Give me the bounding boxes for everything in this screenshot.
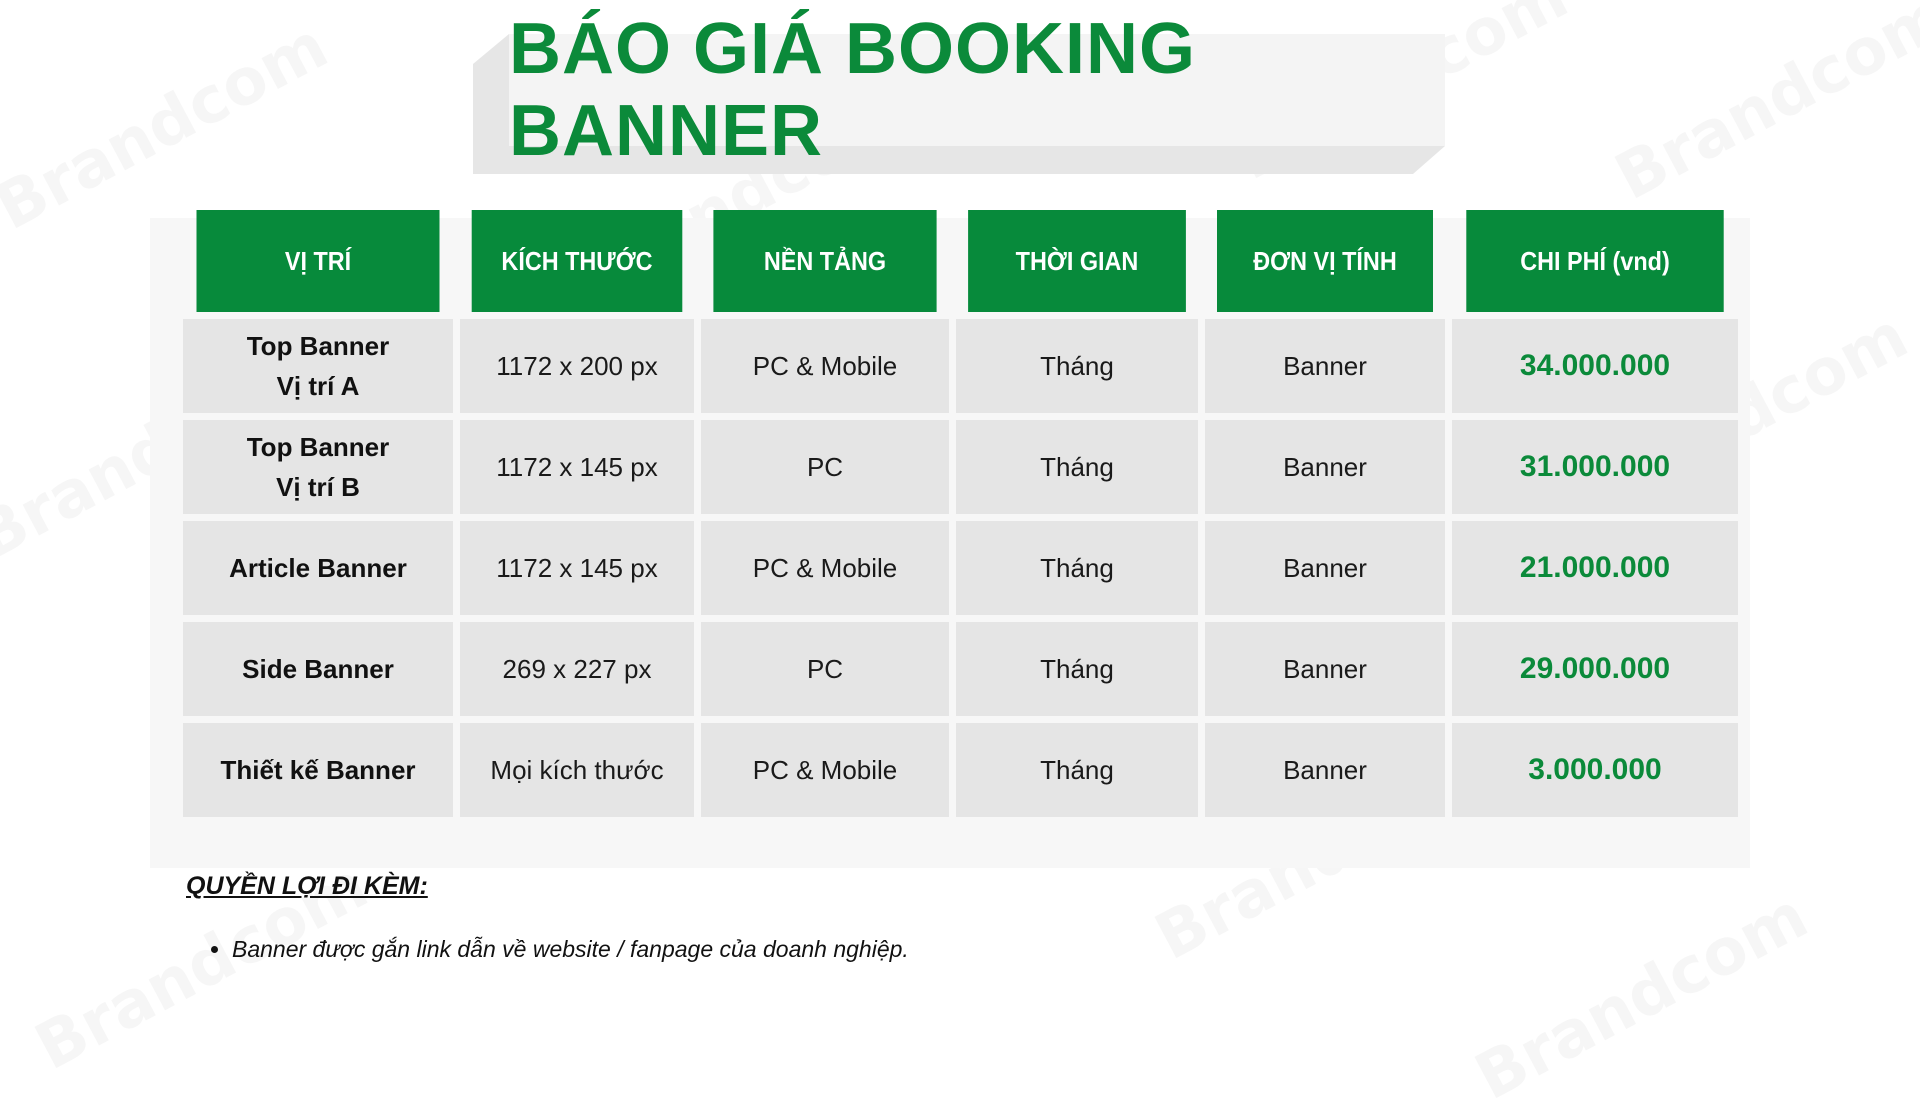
cell-duration: Tháng (956, 521, 1198, 615)
position-line: Side Banner (242, 654, 394, 684)
position-line: Article Banner (229, 553, 407, 583)
table-row (183, 521, 1738, 615)
cell-duration: Tháng (956, 420, 1198, 514)
page-title: BÁO GIÁ BOOKING BANNER (509, 9, 1197, 171)
cell-platform: PC (701, 420, 949, 514)
cell-unit: Banner (1205, 521, 1445, 615)
cell-position (183, 723, 453, 817)
cell-position (183, 319, 453, 413)
cell-unit: Banner (1205, 319, 1445, 413)
table-row (183, 319, 1738, 413)
header-unit: ĐƠN VỊ TÍNH (1217, 210, 1433, 312)
cell-price: 21.000.000 (1452, 521, 1738, 615)
cell-position (183, 420, 453, 514)
position-line: Top Banner (246, 432, 390, 462)
cell-price: 3.000.000 (1452, 723, 1738, 817)
watermark (1604, 0, 1920, 215)
cell-position (183, 622, 453, 716)
position-line: Top Banner (246, 331, 390, 361)
cell-size: 1172 x 145 px (460, 521, 694, 615)
cell-position (183, 521, 453, 615)
table-row (183, 622, 1738, 716)
table-header-row (183, 210, 1738, 312)
position-line: Thiết kế Banner (220, 755, 416, 785)
benefits-heading: QUYỀN LỢI ĐI KÈM: (186, 872, 428, 900)
cell-platform: PC & Mobile (701, 521, 949, 615)
price-table (176, 203, 1745, 824)
cell-size: 1172 x 145 px (460, 420, 694, 514)
benefit-item: • Banner được gắn link dẫn về website / fanpage của doanh nghiệp. (232, 936, 909, 963)
header-platform: NỀN TẢNG (713, 210, 936, 312)
table-row (183, 420, 1738, 514)
cell-price: 29.000.000 (1452, 622, 1738, 716)
cell-platform: PC (701, 622, 949, 716)
benefits-list (206, 936, 909, 963)
cell-size: 269 x 227 px (460, 622, 694, 716)
header-size: KÍCH THƯỚC (472, 210, 683, 312)
cell-price: 31.000.000 (1452, 420, 1738, 514)
cell-size: Mọi kích thước (460, 723, 694, 817)
cell-unit: Banner (1205, 420, 1445, 514)
cell-unit: Banner (1205, 723, 1445, 817)
cell-platform: PC & Mobile (701, 723, 949, 817)
cell-duration: Tháng (956, 723, 1198, 817)
cell-platform: PC & Mobile (701, 319, 949, 413)
cell-unit: Banner (1205, 622, 1445, 716)
table-row (183, 723, 1738, 817)
cell-duration: Tháng (956, 319, 1198, 413)
cell-price: 34.000.000 (1452, 319, 1738, 413)
header-price: CHI PHÍ (vnd) (1466, 210, 1723, 312)
cell-size: 1172 x 200 px (460, 319, 694, 413)
position-line: Vị trí B (276, 472, 360, 502)
header-duration: THỜI GIAN (968, 210, 1186, 312)
position-line: Vị trí A (276, 371, 360, 401)
title-box (509, 9, 1445, 171)
cell-duration: Tháng (956, 622, 1198, 716)
header-position: VỊ TRÍ (197, 210, 440, 312)
